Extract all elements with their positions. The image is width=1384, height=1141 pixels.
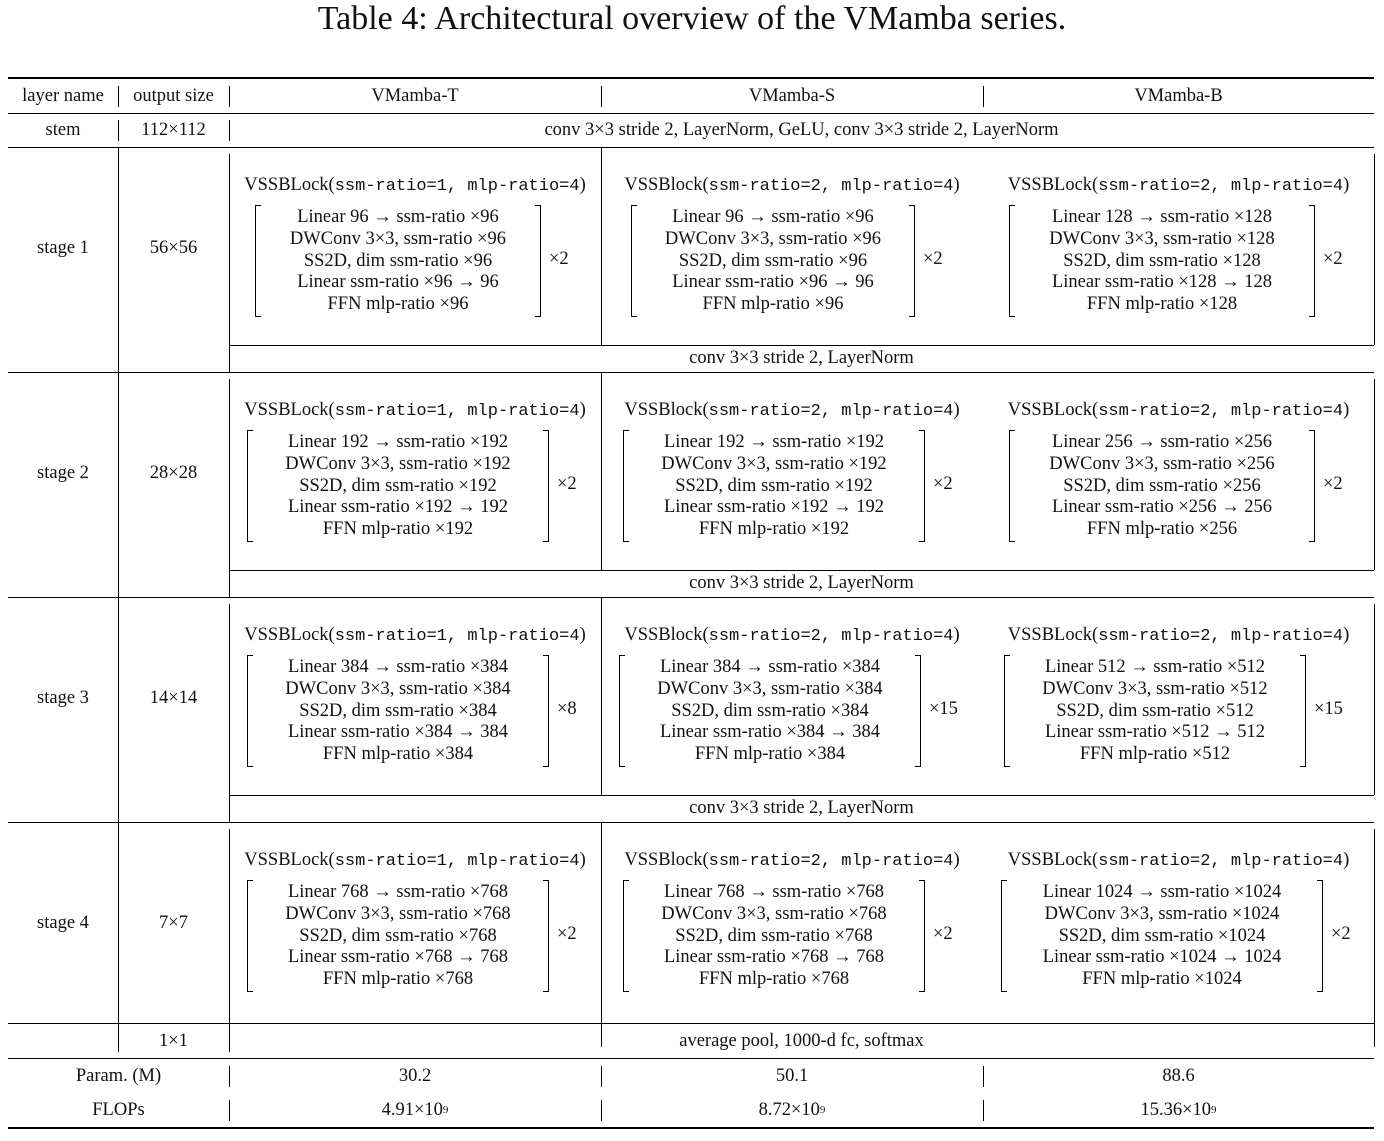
block-layer-line: SS2D, dim ssm-ratio ×768: [299, 925, 497, 946]
block-params: ssm-ratio=2, mlp-ratio=4: [708, 177, 954, 196]
stem-name: stem: [45, 119, 81, 140]
stem-desc: conv 3×3 stride 2, LayerNorm, GeLU, conv 3×3 stride 2, LayerNorm: [544, 119, 1059, 140]
downsample-desc: conv 3×3 stride 2, LayerNorm: [689, 348, 914, 368]
bracket-r: [535, 205, 541, 317]
header-output-size: output size: [133, 85, 214, 106]
block-layer-line: SS2D, dim ssm-ratio ×1024: [1058, 925, 1266, 946]
block-layer-line: DWConv 3×3, ssm-ratio ×512: [1042, 678, 1268, 699]
block-layer-line: SS2D, dim ssm-ratio ×384: [299, 700, 497, 721]
block-params: ssm-ratio=1, mlp-ratio=4: [334, 627, 580, 646]
params-value-2: 88.6: [1162, 1065, 1195, 1086]
block-layer-line: Linear 768 → ssm-ratio ×768: [663, 882, 885, 902]
block-layer-line: Linear ssm-ratio ×96 → 96: [672, 272, 874, 293]
bracket-r: [1309, 430, 1315, 542]
flops-label: FLOPs: [92, 1099, 145, 1120]
stem-divider: [118, 120, 119, 141]
bracket-l: [1009, 205, 1015, 317]
header-model-0: VMamba-T: [371, 85, 459, 106]
flops-divider: [229, 1100, 230, 1121]
header-divider: [601, 86, 602, 107]
block-layer-line: Linear 256 → ssm-ratio ×256: [1051, 432, 1273, 452]
block-layer-line: Linear 96 → ssm-ratio ×96: [672, 207, 874, 227]
block-repeat: ×2: [1323, 474, 1343, 494]
block-layer-line: SS2D, dim ssm-ratio ×96: [678, 250, 868, 271]
bracket-r: [919, 880, 925, 992]
bracket-r: [543, 430, 549, 542]
block-layer-line: DWConv 3×3, ssm-ratio ×384: [285, 678, 511, 699]
flops-value-1: 8.72×10 9: [758, 1099, 826, 1120]
block-matrix: [1009, 430, 1315, 542]
bracket-r: [919, 430, 925, 542]
params-divider: [229, 1066, 230, 1087]
block-params: ssm-ratio=2, mlp-ratio=4: [708, 402, 954, 421]
bracket-r: [909, 205, 915, 317]
stage-name: stage 2: [37, 462, 89, 483]
block-params: ssm-ratio=2, mlp-ratio=4: [1098, 402, 1344, 421]
block-layer-line: Linear 96 → ssm-ratio ×96: [297, 207, 499, 227]
block-layers: [261, 882, 535, 991]
block-repeat: ×2: [1323, 249, 1343, 269]
block-title: VSSBlock(ssm-ratio=2, mlp-ratio=4): [624, 400, 960, 421]
block-params: ssm-ratio=2, mlp-ratio=4: [1098, 627, 1344, 646]
block-matrix: [1001, 880, 1323, 992]
bracket-r: [915, 655, 921, 767]
header-model-2: VMamba-B: [1134, 85, 1223, 106]
block-matrix: [623, 880, 925, 992]
stage-name: stage 1: [37, 237, 89, 258]
block-layer-line: FFN mlp-ratio ×192: [698, 519, 850, 540]
flops-divider: [983, 1100, 984, 1121]
header-divider: [118, 86, 119, 107]
params-value-1: 50.1: [775, 1065, 809, 1086]
block-repeat: ×2: [557, 474, 577, 494]
block-title: VSSBLock(ssm-ratio=2, mlp-ratio=4): [1007, 175, 1350, 196]
bracket-l: [247, 880, 253, 992]
block-params: ssm-ratio=1, mlp-ratio=4: [334, 402, 580, 421]
block-layer-line: DWConv 3×3, ssm-ratio ×384: [657, 678, 883, 699]
bracket-l: [631, 205, 637, 317]
block-layers: [633, 657, 907, 766]
block-layer-line: Linear ssm-ratio ×384 → 384: [659, 722, 881, 743]
stage-name: stage 3: [37, 687, 89, 708]
block-layer-line: DWConv 3×3, ssm-ratio ×768: [285, 903, 511, 924]
block-params: ssm-ratio=2, mlp-ratio=4: [708, 627, 954, 646]
block-title: VSSBlock(ssm-ratio=2, mlp-ratio=4): [624, 850, 960, 871]
block-layer-line: Linear ssm-ratio ×1024 → 1024: [1042, 947, 1282, 968]
block-layer-line: FFN mlp-ratio ×384: [694, 744, 846, 765]
block-layer-line: DWConv 3×3, ssm-ratio ×192: [285, 453, 511, 474]
block-matrix: [247, 655, 549, 767]
block-params: ssm-ratio=1, mlp-ratio=4: [334, 852, 580, 871]
column-divider: [118, 823, 119, 1047]
column-divider: [1374, 379, 1375, 570]
block-layer-line: SS2D, dim ssm-ratio ×128: [1063, 250, 1261, 271]
block-layer-line: FFN mlp-ratio ×768: [698, 969, 850, 990]
bracket-r: [1309, 205, 1315, 317]
block-layer-line: FFN mlp-ratio ×96: [702, 294, 844, 315]
bracket-r: [543, 880, 549, 992]
block-layer-line: FFN mlp-ratio ×512: [1079, 744, 1231, 765]
bracket-l: [1004, 655, 1010, 767]
block-title: VSSBlock(ssm-ratio=2, mlp-ratio=4): [624, 625, 960, 646]
stage-size: 56×56: [149, 237, 198, 258]
block-layer-line: DWConv 3×3, ssm-ratio ×96: [289, 228, 507, 249]
table-caption: Table 4: Architectural overview of the VMamba series.: [317, 0, 1067, 37]
block-title: VSSBLock(ssm-ratio=1, mlp-ratio=4): [244, 175, 586, 196]
bracket-r: [1317, 880, 1323, 992]
block-layer-line: Linear ssm-ratio ×512 → 512: [1044, 722, 1266, 743]
block-layer-line: Linear 384 → ssm-ratio ×384: [287, 657, 509, 677]
block-layer-line: Linear ssm-ratio ×768 → 768: [663, 947, 885, 968]
block-layers: [1015, 882, 1309, 991]
stage-size: 28×28: [149, 462, 198, 483]
block-layer-line: Linear 512 → ssm-ratio ×512: [1044, 657, 1266, 677]
block-matrix: [619, 655, 921, 767]
block-params: ssm-ratio=2, mlp-ratio=4: [1098, 852, 1344, 871]
block-params: ssm-ratio=2, mlp-ratio=4: [708, 852, 954, 871]
block-layer-line: Linear 768 → ssm-ratio ×768: [287, 882, 509, 902]
block-repeat: ×2: [557, 924, 577, 944]
flops-exponent: 9: [1211, 1104, 1217, 1116]
bracket-l: [619, 655, 625, 767]
head-divider: [229, 1031, 230, 1052]
block-repeat: ×2: [923, 249, 943, 269]
flops-value-2: 15.36×10 9: [1140, 1099, 1217, 1120]
block-layer-line: Linear 1024 → ssm-ratio ×1024: [1042, 882, 1282, 902]
block-layer-line: SS2D, dim ssm-ratio ×96: [303, 250, 493, 271]
block-layer-line: FFN mlp-ratio ×1024: [1082, 969, 1242, 990]
block-repeat: ×2: [933, 924, 953, 944]
bracket-r: [1300, 655, 1306, 767]
bracket-l: [247, 430, 253, 542]
bracket-l: [255, 205, 261, 317]
block-title: VSSBLock(ssm-ratio=2, mlp-ratio=4): [1007, 850, 1350, 871]
stage-size: 14×14: [149, 687, 198, 708]
block-layer-line: FFN mlp-ratio ×128: [1086, 294, 1238, 315]
block-layer-line: FFN mlp-ratio ×256: [1086, 519, 1238, 540]
block-title: VSSBLock(ssm-ratio=2, mlp-ratio=4): [1007, 625, 1350, 646]
flops-exponent: 9: [442, 1104, 449, 1116]
block-layer-line: Linear ssm-ratio ×384 → 384: [287, 722, 509, 743]
block-layer-line: Linear 192 → ssm-ratio ×192: [287, 432, 509, 452]
stage-name: stage 4: [37, 912, 89, 933]
block-title: VSSBLock(ssm-ratio=1, mlp-ratio=4): [244, 400, 586, 421]
bracket-l: [247, 655, 253, 767]
stem-divider: [229, 120, 230, 141]
params-value-0: 30.2: [398, 1065, 432, 1086]
block-layer-line: Linear 128 → ssm-ratio ×128: [1051, 207, 1273, 227]
bracket-r: [543, 655, 549, 767]
block-layer-line: Linear 192 → ssm-ratio ×192: [663, 432, 885, 452]
block-layer-line: FFN mlp-ratio ×192: [322, 519, 474, 540]
bracket-l: [1009, 430, 1015, 542]
block-repeat: ×2: [1331, 924, 1351, 944]
header-divider: [229, 86, 230, 107]
block-repeat: ×2: [933, 474, 953, 494]
block-layer-line: FFN mlp-ratio ×384: [322, 744, 474, 765]
column-divider: [1374, 604, 1375, 795]
header-layer-name: layer name: [22, 85, 104, 106]
block-layers: [637, 882, 911, 991]
head-size: 1×1: [159, 1030, 188, 1051]
head-desc: average pool, 1000-d fc, softmax: [679, 1030, 924, 1051]
block-matrix: [623, 430, 925, 542]
flops-divider: [601, 1100, 602, 1121]
block-matrix: [247, 430, 549, 542]
block-layer-line: SS2D, dim ssm-ratio ×384: [671, 700, 869, 721]
stem-size: 112×112: [141, 119, 206, 140]
block-layer-line: DWConv 3×3, ssm-ratio ×96: [664, 228, 882, 249]
block-layers: [261, 657, 535, 766]
block-matrix: [247, 880, 549, 992]
block-title: VSSBLock(ssm-ratio=1, mlp-ratio=4): [244, 625, 586, 646]
block-repeat: ×15: [1314, 699, 1343, 719]
block-layer-line: DWConv 3×3, ssm-ratio ×1024: [1044, 903, 1280, 924]
block-layer-line: Linear ssm-ratio ×192 → 192: [663, 497, 885, 518]
block-layer-line: Linear ssm-ratio ×192 → 192: [287, 497, 509, 518]
head-divider: [118, 1031, 119, 1052]
block-layer-line: SS2D, dim ssm-ratio ×192: [299, 475, 497, 496]
block-params: ssm-ratio=2, mlp-ratio=4: [1098, 177, 1344, 196]
block-layers: [1018, 657, 1292, 766]
block-layer-line: FFN mlp-ratio ×96: [327, 294, 469, 315]
block-title: VSSBLock(ssm-ratio=1, mlp-ratio=4): [244, 850, 586, 871]
block-matrix: [1004, 655, 1306, 767]
block-layer-line: DWConv 3×3, ssm-ratio ×192: [661, 453, 887, 474]
block-layers: [1023, 207, 1301, 316]
block-layer-line: DWConv 3×3, ssm-ratio ×768: [661, 903, 887, 924]
block-title: VSSBlock(ssm-ratio=2, mlp-ratio=4): [624, 175, 960, 196]
block-layers: [637, 432, 911, 541]
block-repeat: ×15: [929, 699, 958, 719]
block-repeat: ×2: [549, 249, 569, 269]
block-layer-line: Linear ssm-ratio ×96 → 96: [297, 272, 499, 293]
block-matrix: [255, 205, 541, 317]
column-divider: [118, 373, 119, 597]
bottom-rule: [8, 1127, 1374, 1129]
block-layer-line: SS2D, dim ssm-ratio ×512: [1056, 700, 1254, 721]
header-divider: [983, 86, 984, 107]
block-layer-line: Linear ssm-ratio ×128 → 128: [1051, 272, 1273, 293]
bracket-l: [1001, 880, 1007, 992]
block-layers: [645, 207, 901, 316]
block-layer-line: SS2D, dim ssm-ratio ×768: [675, 925, 873, 946]
block-layer-line: Linear ssm-ratio ×256 → 256: [1051, 497, 1273, 518]
bracket-l: [623, 880, 629, 992]
params-divider: [601, 1066, 602, 1087]
block-layer-line: FFN mlp-ratio ×768: [322, 969, 474, 990]
column-divider: [1374, 829, 1375, 1047]
block-layer-line: DWConv 3×3, ssm-ratio ×256: [1049, 453, 1275, 474]
column-divider: [118, 598, 119, 822]
column-divider: [118, 148, 119, 372]
column-divider: [1374, 154, 1375, 345]
block-matrix: [1009, 205, 1315, 317]
header-model-1: VMamba-S: [748, 85, 836, 106]
flops-exponent: 9: [819, 1104, 826, 1116]
block-layer-line: SS2D, dim ssm-ratio ×192: [675, 475, 873, 496]
block-repeat: ×8: [557, 699, 577, 719]
block-layers: [1023, 432, 1301, 541]
block-layer-line: Linear ssm-ratio ×768 → 768: [287, 947, 509, 968]
params-divider: [983, 1066, 984, 1087]
block-layers: [269, 207, 527, 316]
block-layer-line: Linear 384 → ssm-ratio ×384: [659, 657, 881, 677]
downsample-desc: conv 3×3 stride 2, LayerNorm: [689, 798, 914, 818]
stage-size: 7×7: [159, 912, 188, 933]
block-layer-line: DWConv 3×3, ssm-ratio ×128: [1049, 228, 1275, 249]
flops-value-0: 4.91×10 9: [381, 1099, 449, 1120]
block-matrix: [631, 205, 915, 317]
block-layer-line: SS2D, dim ssm-ratio ×256: [1063, 475, 1261, 496]
block-params: ssm-ratio=1, mlp-ratio=4: [334, 177, 580, 196]
downsample-desc: conv 3×3 stride 2, LayerNorm: [689, 573, 914, 593]
params-label: Param. (M): [75, 1065, 162, 1086]
bracket-l: [623, 430, 629, 542]
block-layers: [261, 432, 535, 541]
block-title: VSSBLock(ssm-ratio=2, mlp-ratio=4): [1007, 400, 1350, 421]
